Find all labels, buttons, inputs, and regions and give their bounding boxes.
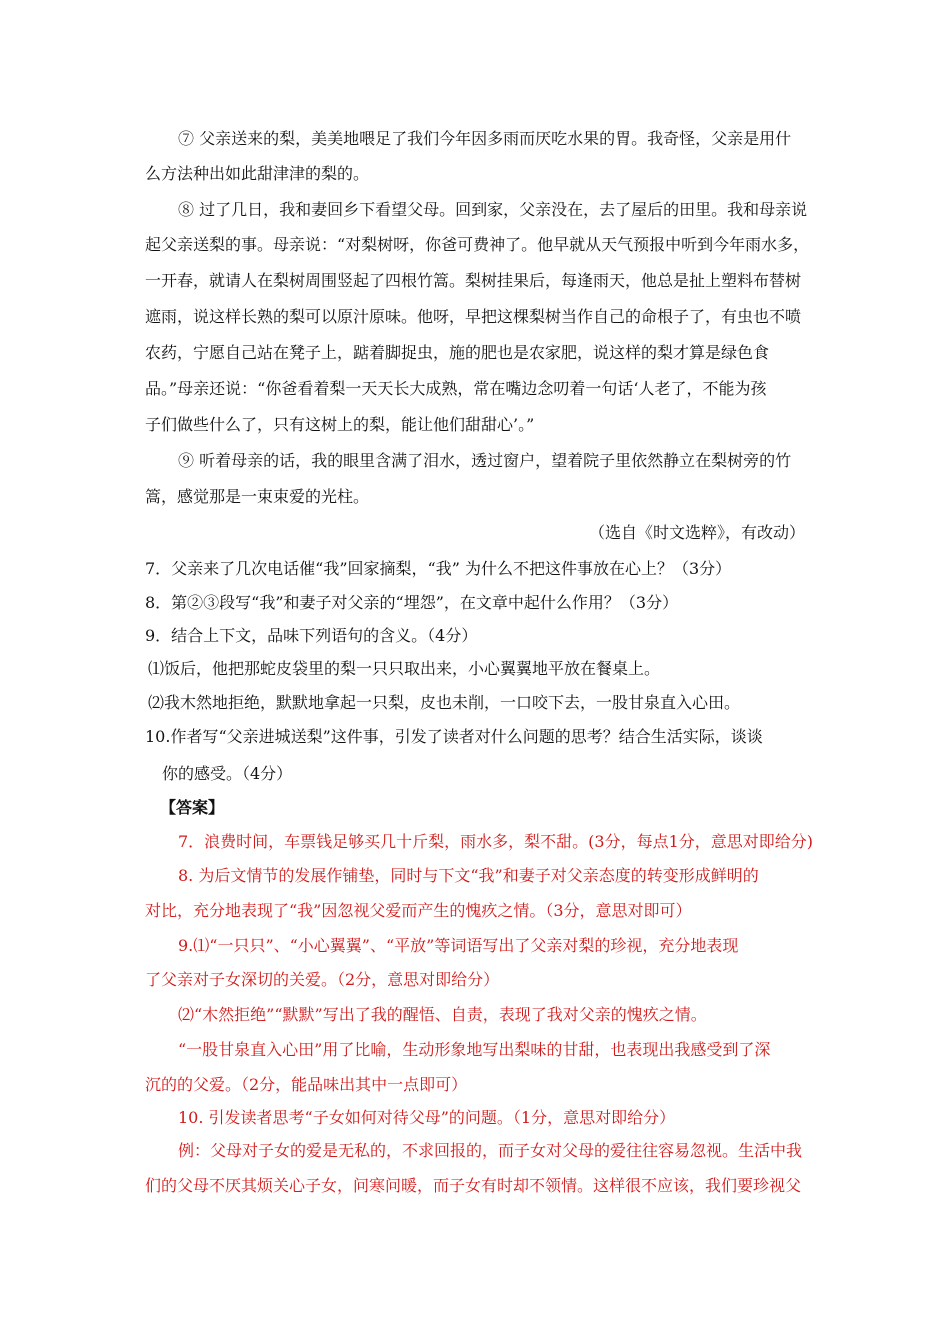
passage-source: （选自《时文选粹》，有改动） xyxy=(588,523,805,542)
passage-paragraph-8-line-3: 一开春，就请人在梨树周围竖起了四根竹篙。梨树挂果后，每逢雨天，他总是扯上塑料布替树 xyxy=(145,271,802,290)
question-8: 8．第②③段写“我”和妻子对父亲的“埋怨”，在文章中起什么作用？（3分） xyxy=(145,593,679,612)
question-7: 7．父亲来了几次电话催“我”回家摘梨，“我” 为什么不把这件事放在心上？（3分） xyxy=(145,559,732,578)
passage-paragraph-8-line-2: 起父亲送梨的事。母亲说：“对梨树呀，你爸可费神了。他早就从天气预报中听到今年雨水多， xyxy=(145,235,810,254)
passage-paragraph-8-line-6: 品。”母亲还说：“你爸看着梨一天天长大成熟，常在嘴边念叨着一句话‘人老了，不能为孩 xyxy=(145,379,767,398)
question-10-line-1: 10.作者写“父亲进城送梨”这件事，引发了读者对什么问题的思考？结合生活实际，谈谈 xyxy=(145,727,763,746)
question-9-item-1: ⑴饭后，他把那蛇皮袋里的梨一只只取出来，小心翼翼地平放在餐桌上。 xyxy=(148,659,661,678)
answer-8-line-2: 对比，充分地表现了“我”因忽视父爱而产生的愧疚之情。（3分，意思对即可） xyxy=(145,901,692,920)
answer-9-line-5: 沉的的父爱。（2分，能品味出其中一点即可） xyxy=(145,1075,468,1094)
answer-9-line-3: ⑵“木然拒绝”“默默”写出了我的醒悟、自责，表现了我对父亲的愧疚之情。 xyxy=(178,1005,707,1024)
passage-paragraph-9-line-1: ⑨ 听着母亲的话，我的眼里含满了泪水，透过窗户，望着院子里依然静立在梨树旁的竹 xyxy=(178,451,792,470)
answer-10-line-1: 10. 引发读者思考“子女如何对待父母”的问题。（1分，意思对即给分） xyxy=(178,1108,676,1127)
answer-8-line-1: 8. 为后文情节的发展作铺垫，同时与下文“我”和妻子对父亲态度的转变形成鲜明的 xyxy=(178,866,759,885)
answer-9-line-2: 了父亲对子女深切的关爱。（2分，意思对即给分） xyxy=(145,970,500,989)
passage-paragraph-9-line-2: 篙，感觉那是一束束爱的光柱。 xyxy=(145,487,370,506)
answer-10-line-2: 例：父母对子女的爱是无私的，不求回报的，而子女对父母的爱往往容易忽视。生活中我 xyxy=(178,1141,803,1160)
question-10-line-2: 你的感受。（4分） xyxy=(162,764,293,783)
answer-10-line-3: 们的父母不厌其烦关心子女，问寒问暖，而子女有时却不领情。这样很不应该，我们要珍视父 xyxy=(145,1176,802,1195)
passage-paragraph-8-line-5: 农药，宁愿自己站在凳子上，踮着脚捉虫，施的肥也是农家肥，说这样的梨才算是绿色食 xyxy=(145,343,770,362)
passage-paragraph-7-line-2: 么方法种出如此甜津津的梨的。 xyxy=(145,164,370,183)
passage-paragraph-8-line-4: 遮雨，说这样长熟的梨可以原汁原味。他呀，早把这棵梨树当作自己的命根子了，有虫也不喷 xyxy=(145,307,802,326)
answer-9-line-4: “一股甘泉直入心田”用了比喻，生动形象地写出梨味的甘甜，也表现出我感受到了深 xyxy=(178,1040,771,1059)
passage-paragraph-8-line-1: ⑧ 过了几日，我和妻回乡下看望父母。回到家，父亲没在，去了屋后的田里。我和母亲说 xyxy=(178,200,808,219)
answer-header: 【答案】 xyxy=(160,798,225,817)
passage-paragraph-7-line-1: ⑦ 父亲送来的梨，美美地喂足了我们今年因多雨而厌吃水果的胃。我奇怪，父亲是用什 xyxy=(178,129,792,148)
question-9-item-2: ⑵我木然地拒绝，默默地拿起一只梨，皮也未削，一口咬下去，一股甘泉直入心田。 xyxy=(148,693,741,712)
answer-9-line-1: 9.⑴“一只只”、“小心翼翼”、“平放”等词语写出了父亲对梨的珍视，充分地表现 xyxy=(178,936,739,955)
answer-7: 7．浪费时间，车票钱足够买几十斤梨，雨水多，梨不甜。(3分，每点1分，意思对即给分) xyxy=(178,832,814,851)
question-9: 9．结合上下文，品味下列语句的含义。（4分） xyxy=(145,626,478,645)
passage-paragraph-8-line-7: 子们做些什么了，只有这树上的梨，能让他们甜甜心’。” xyxy=(145,415,535,434)
